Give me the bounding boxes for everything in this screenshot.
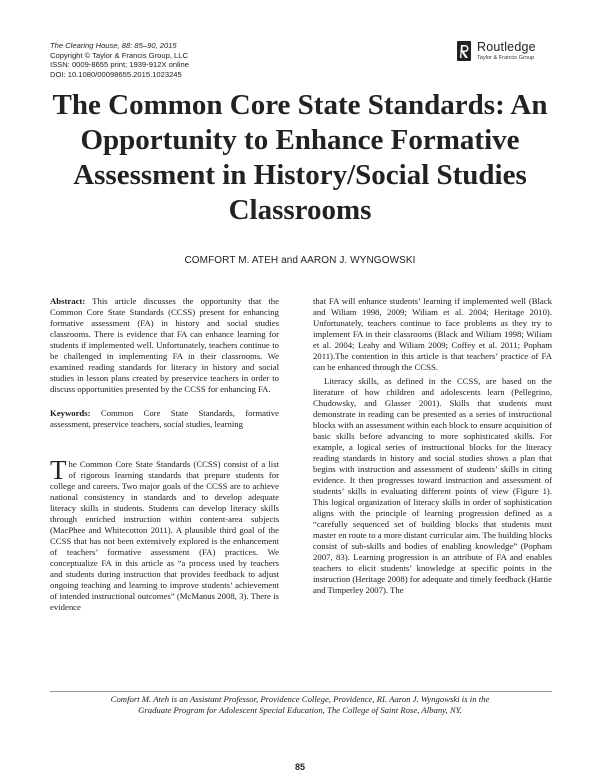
author-footnote: Comfort M. Ateh is an Assistant Professor, Providence College, Providence, RI. Aaron J. Wyngowski is in the Graduate Program for Adolescent Special Education, The College of Saint Rose, Albany, NY.	[110, 694, 490, 715]
copyright-line: Copyright © Taylor & Francis Group, LLC	[50, 50, 188, 60]
keywords-text: Common Core State Standards, formative assessment, preservice teachers, social studies, learning	[50, 408, 279, 429]
keywords-label: Keywords:	[50, 408, 91, 418]
article-title: The Common Core State Standards: An Opportunity to Enhance Formative Assessment in History/Social Studies Classrooms	[52, 89, 548, 226]
publisher-logo	[456, 40, 566, 64]
intro-paragraph	[50, 455, 279, 613]
page-number: 85	[294, 762, 305, 772]
intro-text: he Common Core State Standards (CCSS) consist of a list of rigorous learning standards that prepare students for college and careers. Two major goals of the CCSS are to achieve national consistency in standards and to develop adequate literacy skills in students. Students can develop literacy skills through enriched instruction within content-area subjects (MacPhee and Whitecotton 2011). A plausible third goal of the CCSS that has not been extensively explored is the enhancement of teachers’ formative assessment (FA) practices. We conceptualize FA in this article as “a process used by teachers and students during instruction that provides feedback to adjust ongoing teaching and learning to improve students’ achievement of intended instructional outcomes” (McManus 2008, 3). There is evidence	[50, 459, 279, 612]
footnote-divider	[50, 691, 552, 692]
journal-citation: The Clearing House, 88: 85–90, 2015	[50, 41, 177, 50]
issn-line: ISSN: 0009-8655 print; 1939-912X online	[50, 60, 189, 69]
doi-line: DOI: 10.1080/00098655.2015.1023245	[50, 69, 182, 79]
publisher-name: Routledge	[477, 40, 536, 54]
abstract-text: This article discusses the opportunity that the Common Core State Standards (CCSS) present for enhancing formative assessment (FA) in history and social studies classrooms. There is evidence that FA can enhance learning for students if implemented well. Unfortunately, teachers continue to be challenged in implementing FA in their classrooms. We examined reading standards for literacy in history and social studies in lesson plans created by preservice teachers in order to discuss opportunities presented by the CCSS for enhancing FA.	[50, 296, 279, 394]
abstract-label: Abstract:	[50, 296, 86, 306]
intro-continuation: that FA will enhance students’ learning if implemented well (Black and Wiliam 1998, 2009; Wiliam et al. 2004; Heritage 2010). Unfortunately, teachers continue to face problems as they try to implement FA in their classrooms (Black and Wiliam 1998; Wiliam et al. 2004; Leahy and Wiliam 2009; Coffey et al. 2011; Popham 2011).The contention in this article is that teachers’ practice of FA can be enhanced through the CCSS.	[313, 296, 552, 372]
left-column	[50, 296, 279, 613]
abstract	[50, 296, 279, 395]
routledge-mark-icon	[456, 40, 472, 62]
literacy-paragraph: Literacy skills, as defined in the CCSS, are based on the literature of how children and adolescents learn (Pellegrino, Chudowsky, and Glasser 2001). Skills that students must demonstrate in reading can be presented as a series of instructional blocks with an assessment within each block to ensure acquisition of basic skills before advancing to more sophisticated skills. For example, a logical series of instructional blocks for the literacy reading standards in history and social studies shows a plan that begins with instruction and assessment of students’ skills in citing evidence. It then progresses toward instruction and assessment of students’ skills in evaluating different points of view (Figure 1). This logical organization of literacy skills in order of sophistication aligns with the principle of learning progression defined as a “carefully sequenced set of building blocks that students must master en route to a more distant curricular aim. The building blocks consist of sub-skills and bodies of enabling knowledge” (Popham 2007, 83). Learning progression is an attribute of FA and enables teachers to elicit students’ knowledge at specific points in the instruction (Heritage 2008) for adequate and timely feedback (Hattie and Timperley 2007). The	[313, 376, 552, 595]
drop-cap: T	[50, 455, 67, 485]
keywords	[50, 408, 279, 430]
author-line: COMFORT M. ATEH and AARON J. WYNGOWSKI	[184, 255, 416, 266]
right-column	[313, 296, 552, 596]
citation-header	[50, 41, 350, 79]
publisher-subtitle: Taylor & Francis Group	[477, 55, 535, 61]
